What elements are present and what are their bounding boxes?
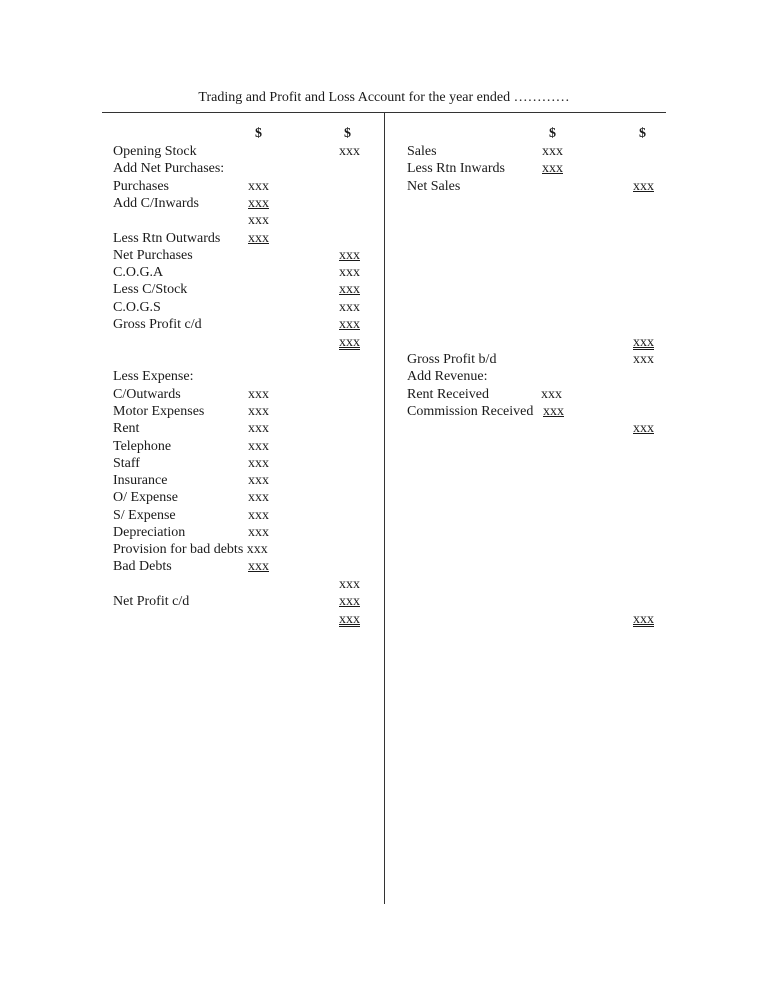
amount-staff: xxx — [248, 456, 269, 471]
label-expense-selling: S/ Expense — [113, 508, 176, 523]
label-rent-received: Rent Received — [407, 387, 490, 402]
amount-trading-total-credit: xxx — [633, 335, 654, 350]
amount-commission-received: xxx — [543, 404, 564, 419]
amount-purchases-subtotal: xxx — [248, 213, 269, 228]
amount-trading-total-debit: xxx — [339, 335, 360, 350]
amount-motor-expenses: xxx — [248, 404, 269, 419]
amount-opening-stock: xxx — [339, 144, 360, 159]
amount-pl-total-debit: xxx — [339, 612, 360, 627]
amount-total-revenue: xxx — [633, 421, 654, 436]
amount-telephone: xxx — [248, 439, 269, 454]
amount-office-expense: xxx — [248, 490, 269, 505]
label-add-carriage-inwards: Add C/Inwards — [113, 196, 199, 211]
label-expense-provision-bad-debts: Provision for bad debts xxx — [113, 542, 268, 557]
label-expense-depreciation: Depreciation — [113, 525, 186, 540]
label-net-purchases: Net Purchases — [113, 248, 193, 263]
amount-return-inwards: xxx — [542, 161, 563, 176]
amount-rent-received: xxx — [541, 387, 562, 402]
amount-coga: xxx — [339, 265, 360, 280]
amount-carriage-outwards: xxx — [248, 387, 269, 402]
amount-rent: xxx — [248, 421, 269, 436]
label-coga: C.O.G.A — [113, 265, 164, 280]
label-expense-office: O/ Expense — [113, 490, 178, 505]
amount-net-profit-cd: xxx — [339, 594, 360, 609]
label-commission-received: Commission Received — [407, 404, 534, 419]
label-purchases: Purchases — [113, 179, 169, 194]
debit-column-header-2: $ — [344, 126, 351, 141]
amount-return-outwards: xxx — [248, 231, 269, 246]
label-opening-stock: Opening Stock — [113, 144, 197, 159]
label-gross-profit-bd: Gross Profit b/d — [407, 352, 497, 367]
label-expense-telephone: Telephone — [113, 439, 172, 454]
credit-column-header-2: $ — [639, 126, 646, 141]
label-sales: Sales — [407, 144, 437, 159]
label-expense-motor: Motor Expenses — [113, 404, 205, 419]
label-expense-rent: Rent — [113, 421, 140, 436]
label-less-return-outwards: Less Rtn Outwards — [113, 231, 221, 246]
amount-net-sales: xxx — [633, 179, 654, 194]
amount-depreciation: xxx — [248, 525, 269, 540]
label-add-revenue: Add Revenue: — [407, 369, 488, 384]
label-gross-profit-cd: Gross Profit c/d — [113, 317, 202, 332]
label-cogs: C.O.G.S — [113, 300, 161, 315]
label-expense-staff: Staff — [113, 456, 140, 471]
amount-net-purchases: xxx — [339, 248, 360, 263]
amount-gross-profit-cd: xxx — [339, 317, 360, 332]
amount-cogs: xxx — [339, 300, 360, 315]
label-less-return-inwards: Less Rtn Inwards — [407, 161, 505, 176]
label-less-expense: Less Expense: — [113, 369, 194, 384]
page-title: Trading and Profit and Loss Account for the year ended ………… — [198, 90, 570, 105]
amount-bad-debts: xxx — [248, 559, 269, 574]
amount-pl-total-credit: xxx — [633, 612, 654, 627]
amount-gross-profit-bd: xxx — [633, 352, 654, 367]
label-net-sales: Net Sales — [407, 179, 461, 194]
amount-total-expenses: xxx — [339, 577, 360, 592]
center-divider — [384, 113, 385, 904]
amount-selling-expense: xxx — [248, 508, 269, 523]
amount-carriage-inwards: xxx — [248, 196, 269, 211]
amount-purchases: xxx — [248, 179, 269, 194]
label-expense-bad-debts: Bad Debts — [113, 559, 172, 574]
label-add-net-purchases: Add Net Purchases: — [113, 161, 225, 176]
amount-closing-stock: xxx — [339, 282, 360, 297]
label-less-closing-stock: Less C/Stock — [113, 282, 188, 297]
amount-insurance: xxx — [248, 473, 269, 488]
label-expense-carriage-outwards: C/Outwards — [113, 387, 181, 402]
label-net-profit-cd: Net Profit c/d — [113, 594, 190, 609]
credit-column-header-1: $ — [549, 126, 556, 141]
amount-sales: xxx — [542, 144, 563, 159]
debit-column-header-1: $ — [255, 126, 262, 141]
label-expense-insurance: Insurance — [113, 473, 168, 488]
